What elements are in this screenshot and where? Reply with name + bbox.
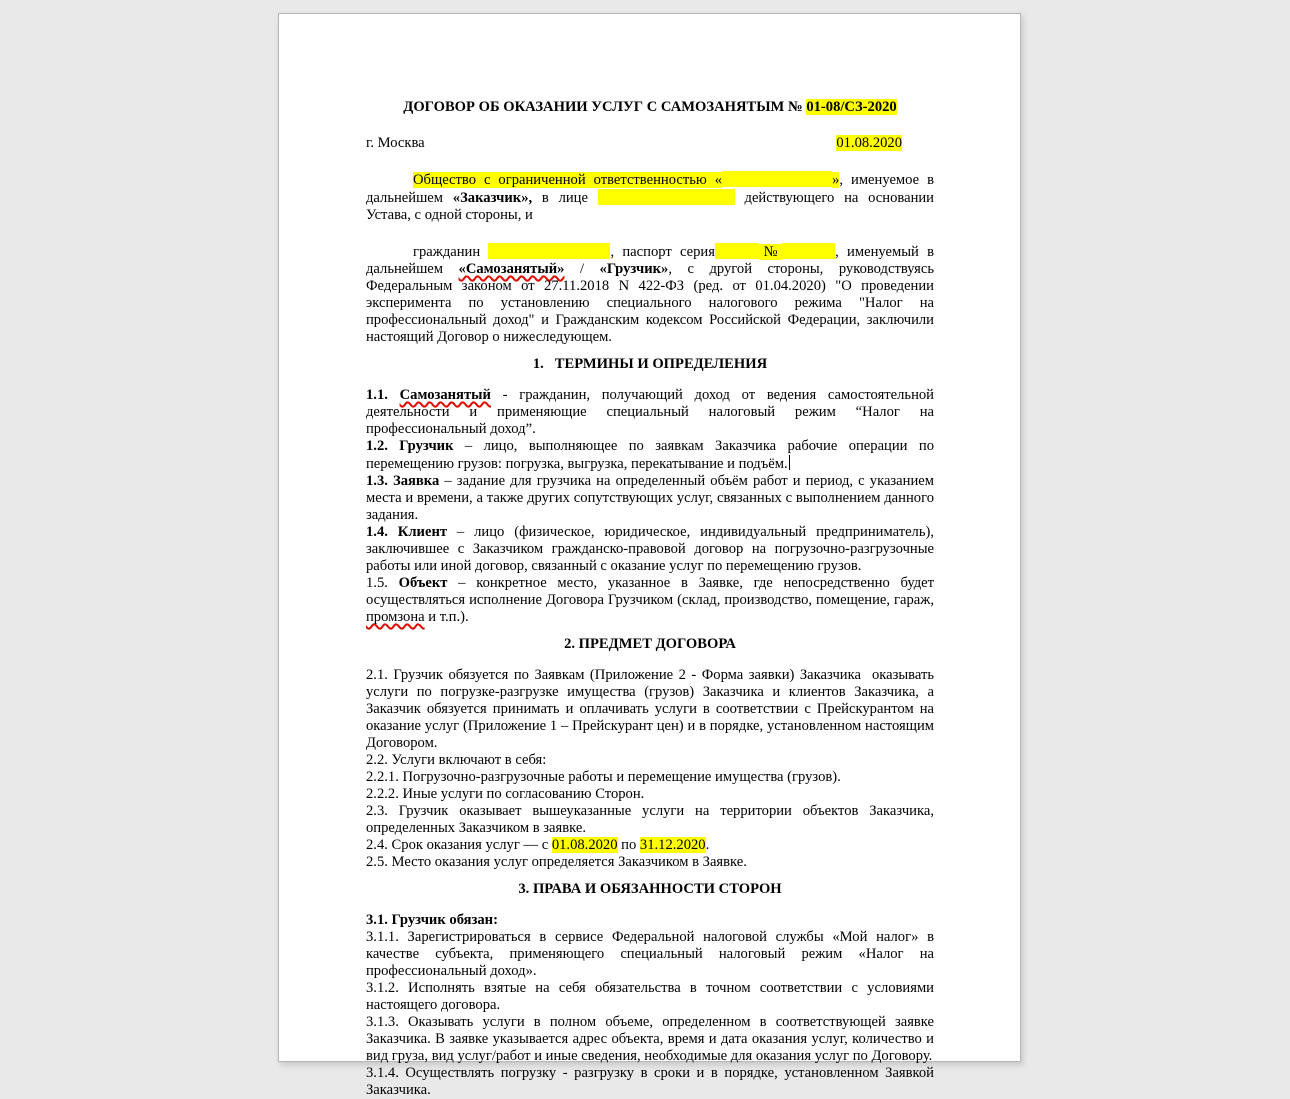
misspelled-word: промзона — [366, 609, 425, 625]
text-run: 2.2.2. Иные услуги по согласованию Сторон. — [366, 786, 645, 802]
place-date-line — [366, 135, 934, 152]
text-run: 3.1.4. Осуществлять погрузку - разгрузку в сроки и в порядке, установленном Заявкой Заказчика. — [366, 1065, 934, 1098]
text-run: 3.1.1. Зарегистрироваться в сервисе Федеральной налоговой службы «Мой налог» в качестве субъекта, применяющего специальный налоговый режим «Налог на профессиональный доход». — [366, 929, 934, 979]
text-run: - гражданин, получающий доход от ведения самостоятельной деятельности и применяющие специальный налоговый режим “Налог на профессиональный доход”. — [366, 387, 934, 437]
contract-date — [836, 135, 934, 152]
text-run: 2.2. Услуги включают в себя: — [366, 752, 547, 768]
highlighted-text: 31.12.2020 — [639, 837, 706, 853]
text-run: – лицо, выполняющее по заявкам Заказчика рабочие операции по перемещению грузов: погрузка, выгрузка, перекатывание и подъём. — [366, 438, 934, 472]
text-run: – задание для грузчика на определенный объём работ и период, с указанием места и времени, а также других сопутствующих услуг, связанных с выполнением данного задания. — [366, 473, 934, 523]
text-run: «Заказчик», — [452, 190, 533, 206]
paragraph[interactable] — [366, 438, 934, 473]
text-caret — [789, 455, 791, 470]
text-run: . — [705, 837, 710, 853]
text-run: 3.1.3. Оказывать услуги в полном объеме, определенном в соответствующей заявке Заказчика. В заявке указывается адрес объекта, время и дата оказания услуг, количество и вид груза, вид услуг/работ и иные сведения, необходимые для оказания услуг по Договору. — [366, 1014, 934, 1064]
text-run: гражданин — [413, 244, 489, 260]
fill-in-blank[interactable] — [722, 171, 832, 187]
paragraph[interactable] — [366, 171, 934, 224]
blank-line — [366, 152, 934, 171]
text-run: 1.3. Заявка — [366, 473, 440, 489]
section-heading-2[interactable] — [366, 636, 934, 653]
paragraph[interactable] — [366, 786, 934, 803]
highlighted-text: Общество с ограниченной ответственностью « — [413, 172, 723, 188]
text-run: «Грузчик» — [599, 261, 669, 277]
highlighted-text: 01.08.2020 — [836, 135, 902, 151]
text-run: ДОГОВОР ОБ ОКАЗАНИИ УСЛУГ С САМОЗАНЯТЫМ № — [403, 99, 807, 115]
misspelled-word: Самозанятый — [399, 387, 491, 403]
text-run: 3. ПРАВА И ОБЯЗАННОСТИ СТОРОН — [518, 881, 782, 897]
text-run: 2.5. Место оказания услуг определяется Заказчиком в Заявке. — [366, 854, 747, 870]
document-content[interactable] — [366, 99, 934, 1099]
fill-in-blank[interactable] — [598, 189, 735, 205]
paragraph[interactable] — [366, 803, 934, 837]
text-run: 1.2. Грузчик — [366, 438, 454, 454]
text-run: 1.4. Клиент — [366, 524, 448, 540]
paragraph[interactable] — [366, 854, 934, 871]
blank-line — [366, 224, 934, 243]
fill-in-blank[interactable] — [715, 243, 759, 259]
fill-in-blank[interactable] — [488, 243, 610, 259]
text-run: 2.4. Срок оказания услуг — с — [366, 837, 552, 853]
paragraph[interactable] — [366, 243, 934, 346]
text-run: , именуемое в дальнейшем — [366, 172, 934, 206]
paragraph[interactable] — [366, 929, 934, 980]
paragraph[interactable] — [366, 1065, 934, 1099]
paragraph[interactable] — [366, 524, 934, 575]
fill-in-blank[interactable] — [782, 243, 835, 259]
paragraph[interactable] — [366, 980, 934, 1014]
text-run: 1. ТЕРМИНЫ И ОПРЕДЕЛЕНИЯ — [532, 356, 768, 372]
document-page[interactable] — [278, 13, 1021, 1098]
paragraph[interactable] — [366, 752, 934, 769]
highlighted-text: 01-08/СЗ-2020 — [806, 99, 897, 115]
paragraph[interactable] — [366, 912, 934, 929]
place-city — [366, 135, 425, 152]
paragraph[interactable] — [366, 473, 934, 524]
text-run: 3.1. Грузчик обязан: — [366, 912, 498, 928]
text-run: 1.1. — [366, 387, 400, 403]
text-run: 2.3. Грузчик оказывает вышеуказанные услуги на территории объектов Заказчика, определенных Заказчиком в заявке. — [366, 803, 934, 836]
text-run: – конкретное место, указанное в Заявке, где непосредственно будет осуществляться исполнение Договора Грузчиком (склад, производство, помещение, гараж, — [366, 575, 934, 608]
document-title[interactable] — [366, 99, 934, 116]
text-run: , паспорт серия — [610, 244, 715, 260]
text-run: / — [564, 261, 600, 277]
text-run: и т.п.). — [424, 609, 469, 625]
section-heading-1[interactable] — [366, 356, 934, 373]
text-run: 3.1.2. Исполнять взятые на себя обязательства в точном соответствии с условиями настоящего договора. — [366, 980, 934, 1013]
paragraph[interactable] — [366, 837, 934, 854]
highlighted-text: 01.08.2020 — [551, 837, 618, 853]
text-run: по — [617, 837, 640, 853]
text-run: в лице — [532, 190, 598, 206]
paragraph[interactable] — [366, 1014, 934, 1065]
text-run: 1.5. — [366, 575, 399, 591]
text-run: – лицо (физическое, юридическое, индивидуальный предприниматель), заключившее с Заказчиком гражданско-правовой договор на погрузочно-разгрузочные работы или иной договор, связанный с оказание услуг по перемещению грузов. — [366, 524, 934, 574]
text-run: действующего на основании Устава, с одной стороны, и — [366, 190, 934, 223]
text-run: , именуемый в дальнейшем — [366, 244, 934, 277]
text-run: Объект — [398, 575, 448, 591]
text-run: 2.2.1. Погрузочно-разгрузочные работы и перемещение имущества (грузов). — [366, 769, 841, 785]
highlighted-text: » — [832, 172, 840, 188]
paragraph[interactable] — [366, 667, 934, 752]
highlighted-text: № — [758, 244, 783, 260]
blank-line — [366, 116, 934, 135]
text-run: 2.1. Грузчик обязуется по Заявкам (Приложение 2 - Форма заявки) Заказчика оказывать услуги по погрузке-разгрузке имущества (грузов) Заказчика и клиентов Заказчика, а Заказчик обязуется принимать и оплачивать услуги в соответствии с Прейскурантом на оказание услуг (Приложение 1 – Прейскурант цен) и в порядке, установленном настоящим Договором. — [366, 667, 934, 751]
text-run: г. Москва — [366, 135, 425, 151]
paragraph[interactable] — [366, 387, 934, 438]
paragraph[interactable] — [366, 575, 934, 626]
paragraph[interactable] — [366, 769, 934, 786]
text-run: 2. ПРЕДМЕТ ДОГОВОРА — [564, 636, 736, 652]
text-run: , с другой стороны, руководствуясь Федеральным законом от 27.11.2018 N 422-ФЗ (ред. от 01.04.2020) "О проведении эксперимента по установлению специального налогового режима "Налог на профессиональный доход" и Гражданским кодексом Российской Федерации, заключили настоящий Договор о нижеследующем. — [366, 261, 934, 345]
section-heading-3[interactable] — [366, 881, 934, 898]
misspelled-word: «Самозанятый» — [458, 261, 565, 277]
